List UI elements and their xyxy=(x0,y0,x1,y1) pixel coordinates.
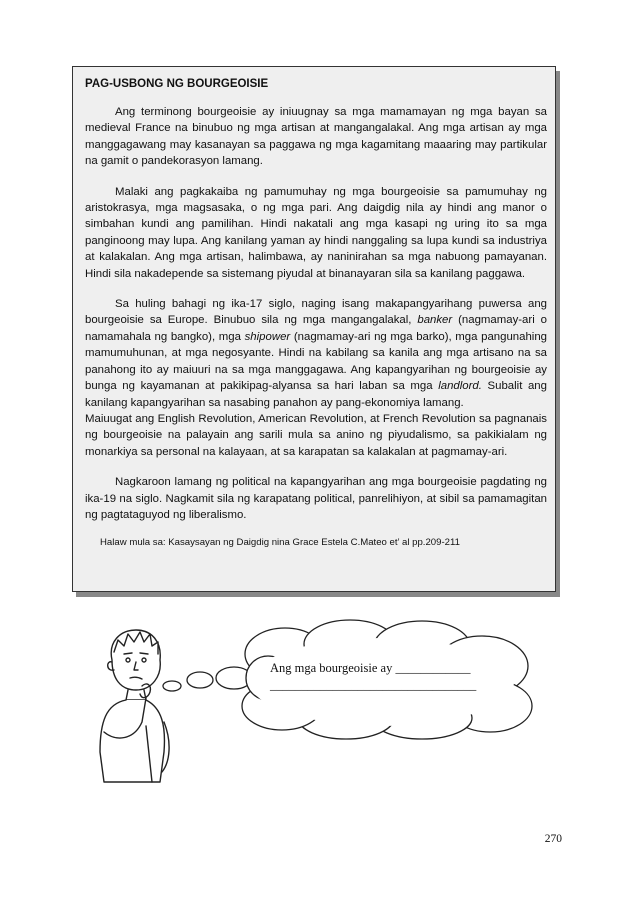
term-banker: banker xyxy=(417,314,453,327)
paragraph-2: Malaki ang pagkakaiba ng pamumuhay ng mga bourgeoisie sa pamumuhay ng aristokrasya, mga magsasaka, o ng mga pari. Ang daigdig nila ay hindi ang manor o simbahan kundi ang pamilihan. Hindi nakatali ang mga kasapi ng uring ito sa mga panginoong may lupa. Ang kanilang yaman ay hindi nanggaling sa lupa kundi sa industriya at kalakalan. Ang mga artisan, halimbawa, ay naninirahan sa mga nabuong pamayanan. Hindi sila nakadepende sa sistemang piyudal at binanayaran sila sa kanilang paggawa. xyxy=(85,185,547,280)
paragraph-3 xyxy=(85,296,547,411)
paragraph-3-text-g: Subalit ang kanilang kapangyarihan sa nasabing panahon ay pang-ekonomiya lamang. xyxy=(85,380,547,409)
paragraph-3-text-e: (nagmamay-ari ng mga barko), mga pangunahing mamumuhunan, at mga negosyante. Hindi na kabilang sa kanila ang mga artisano na sa panahong ito ay maiuuri na sa mga manggagawa. Ang kapangyarihan ng bourgeoisie ay bunga ng kayamanan at pakikipag-alyansa sa hari laban sa mga xyxy=(85,330,547,393)
answer-prompt xyxy=(270,660,490,694)
paragraph-3-text-c: (nagmamay-ari o namamahala ng bangko), mga xyxy=(85,314,547,343)
reading-title: PAG-USBONG NG BOURGEOISIE xyxy=(85,78,269,90)
paragraph-1: Ang terminong bourgeoisie ay iniuugnay sa mga mamamayan ng mga bayan sa medieval France na binubuo ng mga artisan at mangangalakal. Ang mga artisan ay mga manggagawang may kasanayan sa paggawa ng mga kagamitang maaaring may partikular na gamit o pandekorasyon lamang. xyxy=(85,106,547,168)
source-citation: Halaw mula sa: Kasaysayan ng Daigdig nina Grace Estela C.Mateo et’ al pp.209-211 xyxy=(100,537,460,549)
term-landlord: landlord. xyxy=(438,380,482,393)
prompt-line-1: Ang mga bourgeoisie ay ____________ xyxy=(270,661,471,675)
reading-box xyxy=(72,66,556,592)
paragraph-5: Nagkaroon lamang ng political na kapangyarihan ang mga bourgeoisie pagdating ng ika-19 na siglo. Nagkamit sila ng karapatang political, panrelihiyon, at sibil sa pamamagitan ng pagtataguyod ng liberalismo. xyxy=(85,476,547,521)
paragraph-4: Maiuugat ang English Revolution, American Revolution, at French Revolution sa pagnanais ng bourgeoisie na palayain ang sarili mula sa anino ng piyudalismo, sa pakikialam ng monarkiya sa personal na kalayaan, at sa karapatan sa kalakalan at pagmamay-ari. xyxy=(85,412,547,458)
prompt-line-2: _________________________________ xyxy=(270,678,477,692)
term-shipower: shipower xyxy=(244,330,291,343)
thinking-boy-icon xyxy=(86,622,186,792)
paragraph-3-text-a: Sa huling bahagi ng ika-17 siglo, naging isang makapangyarihang puwersa ang bourgeoisie sa Europe. Binubuo sila ng mga mangangalakal, xyxy=(85,298,547,327)
page-number: 270 xyxy=(544,833,562,845)
